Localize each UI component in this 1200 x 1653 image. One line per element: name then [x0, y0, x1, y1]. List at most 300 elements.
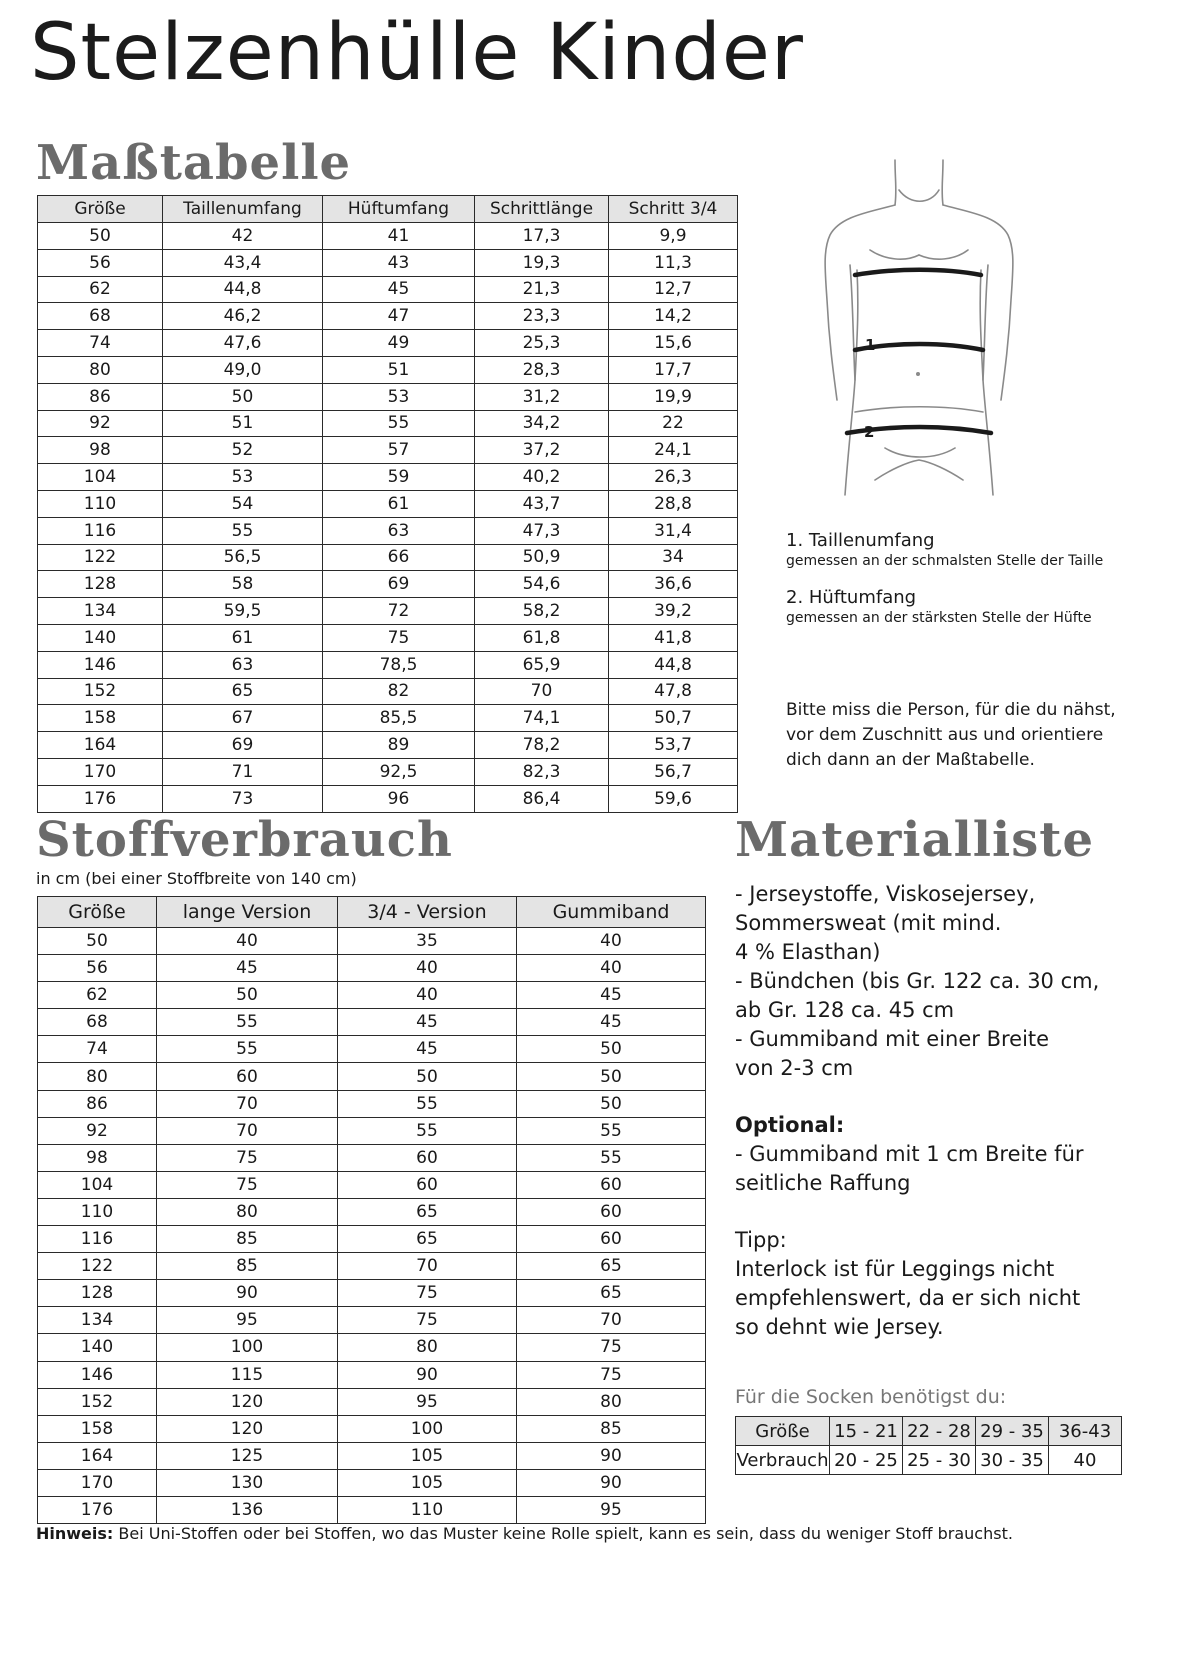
mass-table-cell: 86,4	[475, 785, 609, 812]
mass-table-row	[38, 678, 738, 705]
stoff-table-row	[38, 1090, 706, 1117]
mass-table-cell: 59,5	[163, 598, 323, 625]
mass-table-cell: 39,2	[609, 598, 738, 625]
mass-table	[37, 195, 738, 813]
mass-table-cell: 74,1	[475, 705, 609, 732]
legend-item-hip	[786, 587, 1092, 626]
stoff-table-cell: 90	[517, 1442, 706, 1469]
stoff-table-cell: 80	[157, 1198, 338, 1225]
mass-table-cell: 92,5	[323, 758, 475, 785]
stoff-table-cell: 75	[157, 1171, 338, 1198]
stoff-table-cell: 130	[157, 1469, 338, 1496]
stoff-table-cell: 128	[38, 1280, 157, 1307]
mass-table-cell: 23,3	[475, 303, 609, 330]
mass-table-row	[38, 705, 738, 732]
socks-cell: Verbrauch	[736, 1446, 830, 1475]
mass-table-cell: 61,8	[475, 624, 609, 651]
mass-table-cell: 86	[38, 383, 163, 410]
stoff-heading: Stoffverbrauch	[36, 812, 453, 868]
mass-table-cell: 98	[38, 437, 163, 464]
mass-table-cell: 53	[163, 464, 323, 491]
stoff-table-cell: 140	[38, 1334, 157, 1361]
stoff-table-cell: 95	[338, 1388, 517, 1415]
mass-table-cell: 85,5	[323, 705, 475, 732]
mass-table-cell: 53	[323, 383, 475, 410]
mass-table-row	[38, 276, 738, 303]
socks-header-cell: Größe	[736, 1417, 830, 1446]
mass-table-cell: 40,2	[475, 464, 609, 491]
mass-table-cell: 51	[163, 410, 323, 437]
mass-table-cell: 58,2	[475, 598, 609, 625]
mass-table-cell: 15,6	[609, 330, 738, 357]
stoff-table-row	[38, 1361, 706, 1388]
mass-table-cell: 74	[38, 330, 163, 357]
mass-table-cell: 50,7	[609, 705, 738, 732]
mass-table-cell: 17,3	[475, 223, 609, 250]
mass-table-cell: 89	[323, 732, 475, 759]
mass-table-cell: 14,2	[609, 303, 738, 330]
mass-table-header-cell: Hüftumfang	[323, 196, 475, 223]
stoff-table-cell: 164	[38, 1442, 157, 1469]
stoff-table-cell: 50	[517, 1063, 706, 1090]
mass-table-row	[38, 571, 738, 598]
stoff-table-cell: 120	[157, 1415, 338, 1442]
mass-table-row	[38, 223, 738, 250]
mass-table-cell: 54	[163, 490, 323, 517]
material-line: seitliche Raffung	[735, 1171, 911, 1195]
mass-table-cell: 55	[323, 410, 475, 437]
stoff-table-header	[38, 897, 706, 928]
stoff-table-row	[38, 1442, 706, 1469]
mass-table-cell: 56	[38, 249, 163, 276]
socks-cell: 30 - 35	[976, 1446, 1049, 1475]
mass-table-cell: 65	[163, 678, 323, 705]
mass-table-cell: 73	[163, 785, 323, 812]
mass-table-cell: 53,7	[609, 732, 738, 759]
stoff-table-cell: 60	[338, 1171, 517, 1198]
material-line: Interlock ist für Leggings nicht	[735, 1257, 1055, 1281]
stoff-table-cell: 60	[157, 1063, 338, 1090]
stoff-table-cell: 70	[517, 1307, 706, 1334]
mass-table-cell: 59,6	[609, 785, 738, 812]
mass-table-cell: 82	[323, 678, 475, 705]
tip-lines	[735, 1255, 1175, 1342]
stoff-table-cell: 70	[157, 1117, 338, 1144]
stoff-table-row	[38, 1226, 706, 1253]
mass-table-header-cell: Taillenumfang	[163, 196, 323, 223]
optional-label: Optional:	[735, 1113, 845, 1137]
mass-table-cell: 44,8	[163, 276, 323, 303]
stoff-table-cell: 55	[338, 1117, 517, 1144]
mass-table-cell: 28,3	[475, 356, 609, 383]
mass-table-cell: 19,9	[609, 383, 738, 410]
stoff-table-cell: 70	[157, 1090, 338, 1117]
socks-caption: Für die Socken benötigst du:	[735, 1386, 1007, 1408]
mass-table-cell: 63	[323, 517, 475, 544]
mass-table-row	[38, 758, 738, 785]
mass-table-cell: 62	[38, 276, 163, 303]
mass-table-cell: 22	[609, 410, 738, 437]
mass-table-cell: 31,4	[609, 517, 738, 544]
mass-table-cell: 63	[163, 651, 323, 678]
mass-table-cell: 68	[38, 303, 163, 330]
stoff-table-cell: 100	[338, 1415, 517, 1442]
mass-table-cell: 170	[38, 758, 163, 785]
mass-table-cell: 70	[475, 678, 609, 705]
mass-table-cell: 128	[38, 571, 163, 598]
stoff-table-row	[38, 1253, 706, 1280]
mass-table-row	[38, 598, 738, 625]
stoff-table-cell: 125	[157, 1442, 338, 1469]
mass-table-cell: 9,9	[609, 223, 738, 250]
stoff-table-cell: 80	[517, 1388, 706, 1415]
mass-table-cell: 47,8	[609, 678, 738, 705]
stoff-table-cell: 80	[338, 1334, 517, 1361]
stoff-table-cell: 80	[38, 1063, 157, 1090]
mass-table-row	[38, 651, 738, 678]
stoff-table-cell: 75	[338, 1307, 517, 1334]
mass-table-cell: 44,8	[609, 651, 738, 678]
stoff-table-cell: 136	[157, 1496, 338, 1523]
mass-table-cell: 49	[323, 330, 475, 357]
stoff-table-cell: 152	[38, 1388, 157, 1415]
stoff-table-cell: 85	[517, 1415, 706, 1442]
mass-table-cell: 43,7	[475, 490, 609, 517]
mass-table-cell: 11,3	[609, 249, 738, 276]
mass-table-row	[38, 410, 738, 437]
mass-table-heading: Maßtabelle	[36, 135, 352, 191]
mass-table-cell: 47	[323, 303, 475, 330]
stoff-table-row	[38, 1144, 706, 1171]
stoff-table-row	[38, 1334, 706, 1361]
stoff-table-cell: 122	[38, 1253, 157, 1280]
mass-table-cell: 92	[38, 410, 163, 437]
mass-table-row	[38, 517, 738, 544]
stoff-table-cell: 158	[38, 1415, 157, 1442]
mass-table-cell: 52	[163, 437, 323, 464]
mass-table-cell: 152	[38, 678, 163, 705]
stoff-table-cell: 95	[517, 1496, 706, 1523]
mass-table-header-cell: Schrittlänge	[475, 196, 609, 223]
mass-table-cell: 25,3	[475, 330, 609, 357]
stoff-table-row	[38, 1415, 706, 1442]
stoff-table-cell: 110	[38, 1198, 157, 1225]
stoff-table-cell: 50	[157, 982, 338, 1009]
stoff-table-cell: 115	[157, 1361, 338, 1388]
mass-table-row	[38, 249, 738, 276]
legend-hip-sub: gemessen an der stärksten Stelle der Hüfte	[786, 610, 1092, 626]
hint-label: Hinweis:	[36, 1524, 114, 1543]
stoff-table-cell: 75	[517, 1334, 706, 1361]
mass-table-cell: 75	[323, 624, 475, 651]
mass-table-cell: 146	[38, 651, 163, 678]
material-line: - Gummiband mit einer Breite	[735, 1027, 1050, 1051]
stoff-table-cell: 50	[517, 1090, 706, 1117]
stoff-table-cell: 85	[157, 1226, 338, 1253]
stoff-table-row	[38, 1009, 706, 1036]
stoff-table-row	[38, 982, 706, 1009]
stoff-table-cell: 90	[338, 1361, 517, 1388]
stoff-table-cell: 65	[338, 1226, 517, 1253]
stoff-table-cell: 62	[38, 982, 157, 1009]
stoff-table-cell: 75	[157, 1144, 338, 1171]
material-line: - Jerseystoffe, Viskosejersey,	[735, 882, 1036, 906]
stoff-table-header-cell: Gummiband	[517, 897, 706, 928]
mass-table-row	[38, 464, 738, 491]
stoff-table-cell: 100	[157, 1334, 338, 1361]
mass-table-cell: 104	[38, 464, 163, 491]
stoff-table-cell: 70	[338, 1253, 517, 1280]
stoff-table-row	[38, 1388, 706, 1415]
mass-table-header	[38, 196, 738, 223]
socks-cell: 25 - 30	[903, 1446, 976, 1475]
mass-table-cell: 176	[38, 785, 163, 812]
stoff-table-cell: 110	[338, 1496, 517, 1523]
stoff-table-header-cell: lange Version	[157, 897, 338, 928]
mass-table-header-cell: Schritt 3/4	[609, 196, 738, 223]
stoff-table-header-cell: Größe	[38, 897, 157, 928]
mass-table-cell: 65,9	[475, 651, 609, 678]
socks-header-cell: 22 - 28	[903, 1417, 976, 1446]
mass-table-cell: 19,3	[475, 249, 609, 276]
mass-table-cell: 58	[163, 571, 323, 598]
stoff-table-cell: 40	[338, 982, 517, 1009]
mass-table-cell: 50	[38, 223, 163, 250]
stoff-table-cell: 65	[517, 1280, 706, 1307]
tip-label: Tipp:	[735, 1228, 787, 1252]
mass-table-row	[38, 303, 738, 330]
mass-table-cell: 78,5	[323, 651, 475, 678]
mass-table-cell: 61	[163, 624, 323, 651]
stoff-table-cell: 105	[338, 1469, 517, 1496]
stoff-table-cell: 45	[157, 955, 338, 982]
mass-table-cell: 56,7	[609, 758, 738, 785]
mass-table-cell: 34,2	[475, 410, 609, 437]
stoff-subtitle: in cm (bei einer Stoffbreite von 140 cm)	[36, 869, 357, 888]
mass-table-cell: 21,3	[475, 276, 609, 303]
socks-header-cell: 15 - 21	[830, 1417, 903, 1446]
stoff-table-cell: 45	[517, 1009, 706, 1036]
socks-table-row	[736, 1446, 1122, 1475]
stoff-table-row	[38, 1036, 706, 1063]
mass-table-cell: 54,6	[475, 571, 609, 598]
hint-text	[36, 1524, 1013, 1543]
material-lines	[735, 880, 1175, 1083]
stoff-table-row	[38, 1280, 706, 1307]
measure-note: Bitte miss die Person, für die du nähst, vor dem Zuschnitt aus und orientiere dich dann an der Maßtabelle.	[786, 700, 1116, 770]
stoff-table-cell: 45	[517, 982, 706, 1009]
legend-waist-title: 1. Taillenumfang	[786, 530, 935, 551]
mass-table-cell: 78,2	[475, 732, 609, 759]
stoff-table-row	[38, 1063, 706, 1090]
stoff-table-cell: 65	[517, 1253, 706, 1280]
stoff-table-header-cell: 3/4 - Version	[338, 897, 517, 928]
stoff-table-cell: 40	[517, 928, 706, 955]
stoff-table-cell: 74	[38, 1036, 157, 1063]
stoff-table-cell: 120	[157, 1388, 338, 1415]
mass-table-cell: 69	[323, 571, 475, 598]
material-line: Sommersweat (mit mind.	[735, 911, 1002, 935]
mass-table-cell: 42	[163, 223, 323, 250]
legend-waist-sub: gemessen an der schmalsten Stelle der Taille	[786, 553, 1104, 569]
stoff-table-cell: 68	[38, 1009, 157, 1036]
mass-table-cell: 50,9	[475, 544, 609, 571]
stoff-table-cell: 40	[157, 928, 338, 955]
mass-table-cell: 55	[163, 517, 323, 544]
mass-table-cell: 122	[38, 544, 163, 571]
mass-table-cell: 50	[163, 383, 323, 410]
stoff-table-cell: 45	[338, 1009, 517, 1036]
mass-table-cell: 80	[38, 356, 163, 383]
stoff-table-row	[38, 1469, 706, 1496]
mass-table-cell: 49,0	[163, 356, 323, 383]
mass-table-cell: 47,6	[163, 330, 323, 357]
mass-table-cell: 116	[38, 517, 163, 544]
mass-table-cell: 37,2	[475, 437, 609, 464]
stoff-table-cell: 75	[517, 1361, 706, 1388]
material-line: ab Gr. 128 ca. 45 cm	[735, 998, 955, 1022]
stoff-table-cell: 146	[38, 1361, 157, 1388]
mass-table-row	[38, 356, 738, 383]
page-title: Stelzenhülle Kinder	[30, 8, 804, 98]
stoff-table-cell: 45	[338, 1036, 517, 1063]
stoff-table-cell: 86	[38, 1090, 157, 1117]
mass-table-cell: 43	[323, 249, 475, 276]
mass-table-cell: 66	[323, 544, 475, 571]
stoff-table-row	[38, 1171, 706, 1198]
material-line: - Gummiband mit 1 cm Breite für	[735, 1142, 1084, 1166]
material-list	[735, 880, 1175, 1342]
stoff-table-cell: 134	[38, 1307, 157, 1334]
mass-table-row	[38, 544, 738, 571]
mass-table-row	[38, 330, 738, 357]
mass-table-cell: 43,4	[163, 249, 323, 276]
mass-table-cell: 72	[323, 598, 475, 625]
material-line: von 2-3 cm	[735, 1056, 854, 1080]
mass-table-cell: 140	[38, 624, 163, 651]
stoff-table-cell: 65	[338, 1198, 517, 1225]
stoff-table-row	[38, 1198, 706, 1225]
mass-table-cell: 31,2	[475, 383, 609, 410]
mass-table-cell: 24,1	[609, 437, 738, 464]
mass-table-cell: 17,7	[609, 356, 738, 383]
stoff-table-cell: 55	[338, 1090, 517, 1117]
mass-table-cell: 41	[323, 223, 475, 250]
stoff-table-cell: 176	[38, 1496, 157, 1523]
mass-table-row	[38, 437, 738, 464]
stoff-table-cell: 90	[157, 1280, 338, 1307]
stoff-table-cell: 55	[517, 1117, 706, 1144]
stoff-table-cell: 116	[38, 1226, 157, 1253]
stoff-table-cell: 98	[38, 1144, 157, 1171]
mass-table-cell: 51	[323, 356, 475, 383]
socks-table	[735, 1416, 1122, 1475]
mass-table-row	[38, 785, 738, 812]
stoff-table-cell: 60	[517, 1171, 706, 1198]
stoff-table-cell: 35	[338, 928, 517, 955]
optional-lines	[735, 1140, 1175, 1198]
stoff-table-cell: 50	[38, 928, 157, 955]
stoff-table-cell: 40	[338, 955, 517, 982]
mass-table-cell: 158	[38, 705, 163, 732]
stoff-table-row	[38, 955, 706, 982]
mass-table-row	[38, 383, 738, 410]
mass-table-row	[38, 624, 738, 651]
legend-hip-title: 2. Hüftumfang	[786, 587, 917, 608]
mass-table-cell: 67	[163, 705, 323, 732]
stoff-table-cell: 60	[517, 1198, 706, 1225]
mass-table-cell: 82,3	[475, 758, 609, 785]
mass-table-cell: 71	[163, 758, 323, 785]
material-line: so dehnt wie Jersey.	[735, 1315, 944, 1339]
stoff-table-row	[38, 928, 706, 955]
band-label-1: 1	[865, 336, 876, 354]
mass-table-cell: 28,8	[609, 490, 738, 517]
stoff-table-cell: 60	[338, 1144, 517, 1171]
mass-table-cell: 26,3	[609, 464, 738, 491]
stoff-table-cell: 55	[517, 1144, 706, 1171]
material-line: empfehlenswert, da er sich nicht	[735, 1286, 1081, 1310]
stoff-table-cell: 92	[38, 1117, 157, 1144]
stoff-table-cell: 50	[517, 1036, 706, 1063]
mass-table-cell: 59	[323, 464, 475, 491]
mass-table-cell: 164	[38, 732, 163, 759]
mass-table-row	[38, 732, 738, 759]
stoff-table-cell: 85	[157, 1253, 338, 1280]
mass-table-cell: 45	[323, 276, 475, 303]
socks-table-header	[736, 1417, 1122, 1446]
stoff-table-cell: 55	[157, 1009, 338, 1036]
mass-table-cell: 69	[163, 732, 323, 759]
stoff-table-cell: 56	[38, 955, 157, 982]
mass-table-cell: 110	[38, 490, 163, 517]
mass-table-header-cell: Größe	[38, 196, 163, 223]
mass-table-cell: 47,3	[475, 517, 609, 544]
socks-header-cell: 36-43	[1049, 1417, 1122, 1446]
mass-table-cell: 12,7	[609, 276, 738, 303]
stoff-table-cell: 104	[38, 1171, 157, 1198]
socks-cell: 20 - 25	[830, 1446, 903, 1475]
mass-table-cell: 56,5	[163, 544, 323, 571]
stoff-table-body	[38, 928, 706, 1524]
stoff-table-cell: 60	[517, 1226, 706, 1253]
mass-table-cell: 57	[323, 437, 475, 464]
mass-table-cell: 134	[38, 598, 163, 625]
mass-table-cell: 46,2	[163, 303, 323, 330]
stoff-table-cell: 75	[338, 1280, 517, 1307]
mass-table-body	[38, 223, 738, 813]
mass-table-cell: 36,6	[609, 571, 738, 598]
stoff-table-row	[38, 1117, 706, 1144]
stoff-table-cell: 170	[38, 1469, 157, 1496]
stoff-table-cell: 90	[517, 1469, 706, 1496]
stoff-table-cell: 55	[157, 1036, 338, 1063]
material-line: - Bündchen (bis Gr. 122 ca. 30 cm,	[735, 969, 1100, 993]
material-line: 4 % Elasthan)	[735, 940, 881, 964]
mass-table-cell: 96	[323, 785, 475, 812]
mass-table-cell: 61	[323, 490, 475, 517]
socks-cell: 40	[1049, 1446, 1122, 1475]
mass-table-row	[38, 490, 738, 517]
stoff-table	[37, 896, 706, 1524]
mass-table-cell: 34	[609, 544, 738, 571]
stoff-table-row	[38, 1496, 706, 1523]
legend-item-waist	[786, 530, 1103, 569]
material-heading: Materialliste	[735, 812, 1095, 868]
stoff-table-row	[38, 1307, 706, 1334]
stoff-table-cell: 95	[157, 1307, 338, 1334]
mass-table-cell: 41,8	[609, 624, 738, 651]
